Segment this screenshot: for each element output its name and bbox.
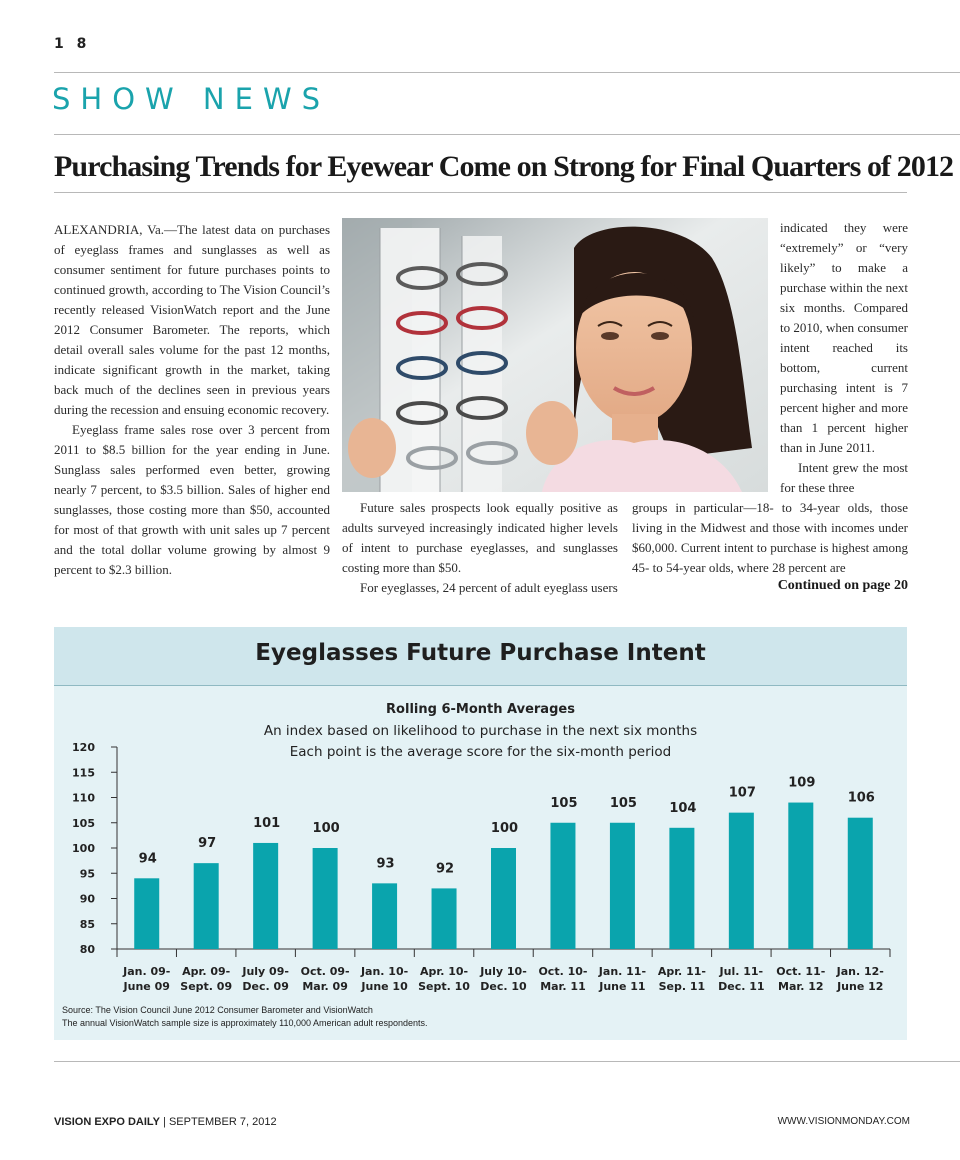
chart-title: Eyeglasses Future Purchase Intent (255, 640, 706, 666)
x-category-label: Jan. 11- (598, 965, 647, 978)
bar-value-label: 94 (138, 851, 157, 867)
y-tick-label: 115 (72, 766, 95, 780)
section-label: SHOW NEWS (52, 82, 331, 116)
y-tick-label: 80 (79, 943, 95, 956)
x-category-label: Dec. 11 (718, 980, 765, 993)
article-paragraph: Intent grew the most for these three (780, 460, 908, 495)
x-category-label: Oct. 09- (300, 965, 350, 978)
y-tick-label: 95 (79, 867, 95, 881)
article-paragraph: Future sales prospects look equally positive as adults surveyed increasingly indicated higher levels of intent to purchase eyeglasses, and sunglasses costing more than $50. (342, 500, 618, 575)
y-tick-label: 110 (72, 791, 95, 805)
article-column-2 (342, 498, 618, 598)
x-category-label: Apr. 09- (182, 965, 231, 978)
photo-illustration (342, 218, 768, 492)
article-paragraph: indicated they were “extremely” or “very likely” to make a purchase within the next six months. Compared to 2010, when consumer intent reached its bottom, current purchasing intent is 7 percent higher and more than 1 percent higher than in June 2011. (780, 220, 908, 455)
woman-choosing-eyeglasses-photo (342, 218, 768, 492)
bar-value-label: 100 (312, 821, 340, 836)
footer-website[interactable]: WWW.VISIONMONDAY.COM (777, 1116, 910, 1127)
chart-note: An index based on likelihood to purchase in the next six months (263, 723, 698, 739)
x-category-label: Sept. 09 (180, 980, 233, 993)
article-column-1 (54, 220, 330, 580)
bar-value-label: 109 (788, 775, 816, 791)
x-category-label: June 11 (599, 980, 646, 993)
x-category-label: Mar. 11 (540, 980, 586, 993)
y-tick-label: 90 (79, 892, 95, 906)
x-category-label: June 09 (123, 980, 170, 993)
bar-value-label: 105 (609, 795, 637, 811)
x-category-label: Apr. 11- (657, 965, 706, 978)
bar-value-label: 93 (376, 856, 395, 872)
section-divider (54, 134, 960, 135)
article-column-3 (632, 498, 908, 578)
x-category-label: Jan. 10- (360, 965, 409, 978)
page-number: 1 8 (54, 36, 91, 52)
article-paragraph: Eyeglass frame sales rose over 3 percent from 2011 to $8.5 billion for the year ending in June. Sunglass sales performed even better, growing nearly 7 percent, to $3.5 billion. Sales of higher end sunglasses, those costing more than $50, accounted for most of that growth with unit sales up 7 percent and the total dollar volume growing by almost 9 percent to $2.3 billion. (54, 422, 330, 577)
x-category-label: June 10 (361, 980, 408, 993)
x-category-label: Oct. 11- (776, 965, 826, 978)
x-category-label: July 09- (242, 965, 289, 978)
y-tick-label: 85 (79, 917, 95, 931)
y-tick-label: 120 (72, 741, 95, 754)
bar-value-label: 106 (847, 790, 875, 806)
x-category-label: Dec. 09 (242, 980, 289, 993)
x-category-label: Oct. 10- (538, 965, 588, 978)
y-tick-label: 105 (72, 816, 95, 830)
bar-value-label: 104 (669, 800, 697, 816)
bar-value-label: 105 (550, 795, 578, 811)
x-category-label: Dec. 10 (480, 980, 527, 993)
x-category-label: Jul. 11- (719, 965, 764, 978)
x-category-label: Sep. 11 (658, 980, 706, 993)
x-category-label: June 12 (837, 980, 884, 993)
y-tick-label: 100 (72, 842, 95, 855)
article-paragraph: ALEXANDRIA, Va.—The latest data on purchases of eyeglass frames and sunglasses as well as consumer sentiment for future purchases points to continued growth, according to The Vision Council’s recently released VisionWatch report and the June 2012 Consumer Barometer. The reports, which detail overall sales volume for the past 12 months, indicate significant growth in the market, taking back much of the declines seen in previous years during the recession and ensuing economic recovery. (54, 222, 330, 417)
x-category-label: Mar. 12 (778, 980, 824, 993)
publication-name: VISION EXPO DAILY (54, 1116, 160, 1128)
continued-link[interactable]: Continued on page 20 (777, 578, 908, 593)
chart-note: Each point is the average score for the six-month period (289, 744, 672, 760)
bar-value-label: 101 (253, 815, 281, 831)
bar-value-label: 97 (198, 836, 217, 852)
x-category-label: Jan. 12- (836, 965, 884, 978)
x-category-label: Jan. 09- (123, 965, 171, 978)
chart-source-note: The annual VisionWatch sample size is approximately 110,000 American adult respondents. (62, 1018, 428, 1028)
bar-value-label: 107 (728, 785, 756, 801)
x-category-label: July 10- (480, 965, 527, 978)
article-paragraph: For eyeglasses, 24 percent of adult eyeglass users (360, 580, 618, 595)
bar-value-label: 92 (435, 861, 455, 877)
chart-subtitle: Rolling 6-Month Averages (386, 702, 575, 717)
headline-divider (54, 192, 907, 193)
headline: Purchasing Trends for Eyewear Come on Strong for Final Quarters of 2012 (54, 150, 954, 183)
chart-panel (54, 627, 907, 1040)
footer-publication: VISION EXPO DAILY | SEPTEMBER 7, 2012 (54, 1116, 277, 1128)
footer-divider (54, 1061, 960, 1062)
article-paragraph: groups in particular—18- to 34-year olds, those living in the Midwest and those with incomes under $60,000. Current intent to purchase is highest among 45- to 54-year olds, where 28 percent are (632, 500, 908, 575)
x-category-label: Apr. 10- (419, 965, 469, 978)
bar-value-label: 100 (490, 821, 519, 836)
top-divider (54, 72, 960, 73)
article-column-3-top (780, 218, 908, 498)
chart-source: Source: The Vision Council June 2012 Consumer Barometer and VisionWatch (62, 1005, 373, 1015)
publication-date: SEPTEMBER 7, 2012 (168, 1116, 277, 1128)
x-category-label: Sept. 10 (418, 980, 470, 993)
x-category-label: Mar. 09 (302, 980, 348, 993)
